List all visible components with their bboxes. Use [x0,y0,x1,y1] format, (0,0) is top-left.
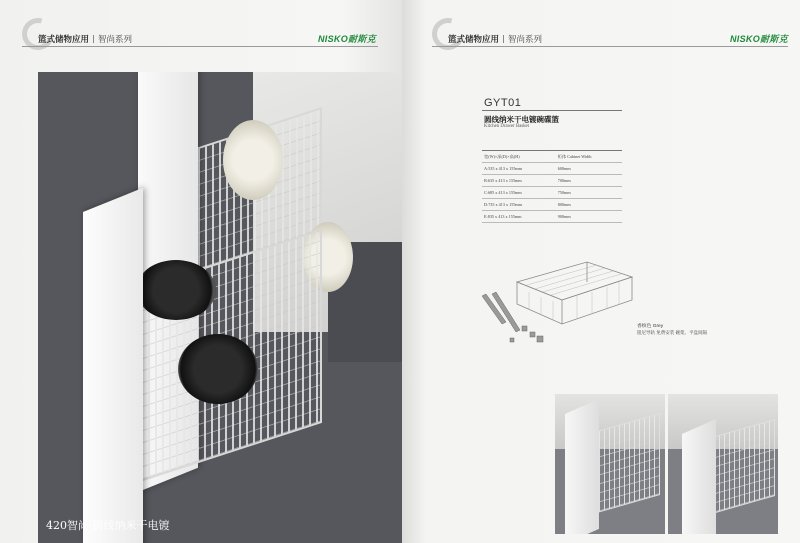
right-header-title [448,33,542,45]
drawer-front-image [565,399,599,534]
right-brand-logo: NISKO耐斯克 [730,34,788,44]
frying-pan-image [178,334,258,404]
table-row [482,163,622,175]
slide-rails-drawing [480,288,550,348]
product-model: GYT01 [484,97,522,109]
pot-image [136,260,216,320]
color-label: 香槟色 Grey [637,324,664,329]
kitchen-drawer-photo [38,72,402,543]
drawer-front-image [682,419,716,534]
table-row [482,199,622,211]
spec-cabinet: 750mm [556,187,622,199]
table-row [482,211,622,223]
left-brand-logo: NISKO耐斯克 [318,34,376,44]
installed-view-photo-1 [555,394,665,534]
lower-drawer-front-image [83,188,143,543]
right-page-header [402,0,800,56]
right-header-divider [432,46,788,47]
left-header-title-series: 智尚系列 [98,34,133,44]
right-header-title-series: 智尚系列 [508,34,543,44]
spec-table-header [482,151,622,163]
spec-cabinet: 900mm [556,211,622,223]
spec-size: D:735 x 413 x 155mm [482,199,556,211]
right-header-title-main: 篮式储物应用 [448,34,500,44]
plates-image [223,120,283,200]
product-name-en: Kitchen Drawer Basket [484,124,530,129]
spec-size: B:635 x 413 x 155mm [482,175,556,187]
spec-size: E:835 x 413 x 155mm [482,211,556,223]
spec-cabinet: 600mm [556,163,622,175]
table-row [482,175,622,187]
left-header-title-main: 篮式储物应用 [38,34,90,44]
spec-table [482,150,622,223]
left-page-header [0,0,402,56]
left-header-title [38,33,132,45]
table-row [482,187,622,199]
spec-header-size: 宽(W)×深(D)×高(H) [482,151,556,163]
spec-cabinet: 700mm [556,175,622,187]
spec-size: C:685 x 413 x 155mm [482,187,556,199]
installed-view-photo-2 [668,394,778,534]
photo-caption: 420智尚·圆线纳米干电镀 [46,519,170,532]
spec-size: A:535 x 413 x 155mm [482,163,556,175]
feature-text: 阻尼导轨 免费安装 碗架、平盘间隔 [637,330,707,335]
product-name-cn: 圆线纳米干电镀碗碟篮 [484,115,559,124]
spec-header-cabinet: 柜体 Cabinet Width [556,151,622,163]
right-page [402,0,800,543]
model-underline [482,110,622,111]
left-header-divider [22,46,378,47]
spec-cabinet: 800mm [556,199,622,211]
